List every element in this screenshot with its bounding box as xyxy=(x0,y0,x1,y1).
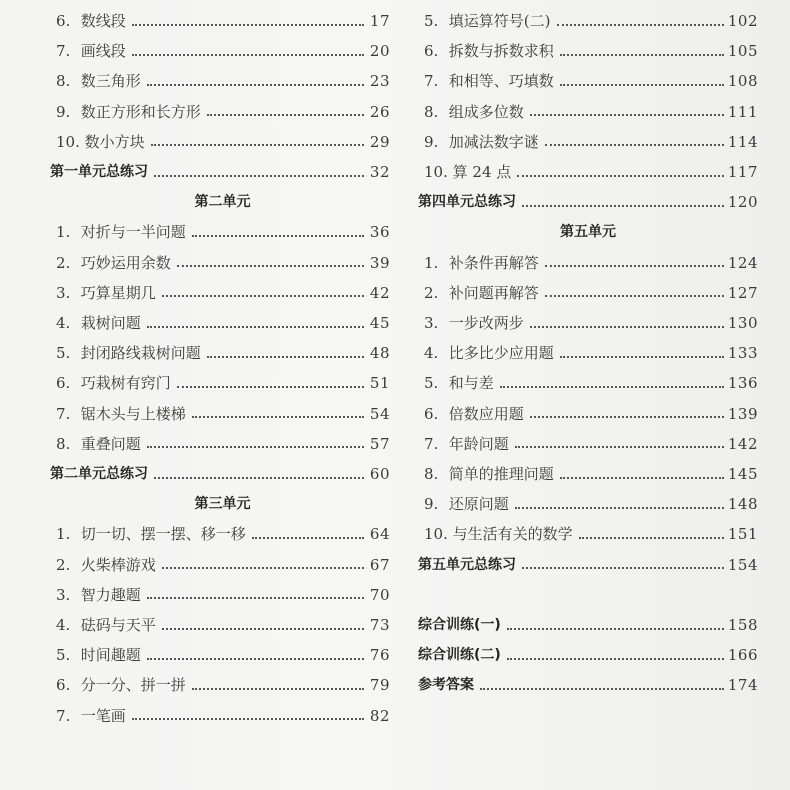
toc-entry[interactable] xyxy=(418,66,758,96)
toc-entry[interactable] xyxy=(50,701,390,731)
toc-entry-number: 6. xyxy=(424,42,439,61)
toc-summary-entry[interactable] xyxy=(418,187,758,217)
toc-entry-title xyxy=(418,157,513,187)
toc-entry-number: 5. xyxy=(424,374,439,393)
toc-page-number: 45 xyxy=(369,314,390,332)
dot-leader xyxy=(162,627,364,630)
dot-leader xyxy=(162,294,364,297)
toc-page-number: 73 xyxy=(369,616,390,634)
toc-page-number: 51 xyxy=(369,374,390,393)
toc-entry-number: 4. xyxy=(424,344,439,363)
toc-page-number: 145 xyxy=(727,465,758,483)
dot-leader xyxy=(560,83,724,86)
toc-entry-title: 第一单元总练习 xyxy=(50,164,148,180)
dot-leader xyxy=(177,385,364,388)
toc-entry-title xyxy=(418,429,511,459)
toc-entry-text: 和相等、巧填数 xyxy=(448,72,554,91)
toc-entry[interactable] xyxy=(418,97,758,127)
toc-page-number: 17 xyxy=(369,12,390,30)
toc-entry-title xyxy=(50,368,173,398)
dot-leader xyxy=(132,53,364,56)
dot-leader xyxy=(207,113,364,116)
toc-entry[interactable] xyxy=(418,308,758,338)
toc-entry-text: 比多比少应用题 xyxy=(448,344,554,363)
toc-entry-text: 和与差 xyxy=(448,374,494,393)
toc-entry[interactable] xyxy=(418,519,758,549)
toc-entry[interactable] xyxy=(418,127,758,157)
toc-entry-text: 巧算星期几 xyxy=(80,283,156,302)
toc-entry-number: 1. xyxy=(424,253,439,272)
toc-entry[interactable] xyxy=(418,157,758,187)
toc-entry-title xyxy=(50,670,188,700)
toc-entry-text: 补条件再解答 xyxy=(448,253,539,272)
toc-entry[interactable] xyxy=(418,338,758,368)
dot-leader xyxy=(147,325,364,328)
toc-entry[interactable] xyxy=(50,610,390,640)
toc-page-number: 36 xyxy=(369,223,390,242)
toc-entry[interactable] xyxy=(50,640,390,670)
toc-entry-number: 5. xyxy=(56,344,71,363)
dot-leader xyxy=(507,627,724,630)
toc-entry[interactable] xyxy=(50,217,390,247)
toc-entry[interactable] xyxy=(418,36,758,66)
toc-entry-text: 算 24 点 xyxy=(452,163,512,181)
toc-entry-number: 2. xyxy=(424,283,439,302)
toc-entry-number: 8. xyxy=(424,102,439,121)
toc-page-number: 60 xyxy=(369,465,390,483)
toc-entry[interactable] xyxy=(418,459,758,489)
toc-page-number: 142 xyxy=(727,434,758,453)
toc-entry-number: 10. xyxy=(424,163,448,181)
unit-heading: 第三单元 xyxy=(194,496,251,513)
toc-page-number: 102 xyxy=(727,12,758,30)
dot-leader xyxy=(480,687,724,690)
toc-entry-text: 还原问题 xyxy=(448,495,509,514)
toc-entry-title xyxy=(418,66,556,96)
dot-leader xyxy=(192,687,364,690)
toc-entry[interactable] xyxy=(50,66,390,96)
dot-leader xyxy=(557,23,724,26)
toc-page-number: 148 xyxy=(727,495,758,514)
toc-entry-title xyxy=(50,278,158,308)
toc-entry-number: 6. xyxy=(56,676,71,695)
toc-entry-title xyxy=(50,308,143,338)
toc-entry-title xyxy=(418,278,541,308)
toc-entry-text: 锯木头与上楼梯 xyxy=(80,404,186,423)
toc-entry-title xyxy=(418,519,575,549)
toc-entry-number: 9. xyxy=(56,102,71,121)
toc-entry-text: 数线段 xyxy=(80,12,126,30)
toc-entry-number: 7. xyxy=(56,404,71,423)
toc-entry-text: 与生活有关的数学 xyxy=(452,525,573,544)
toc-page-number: 76 xyxy=(369,646,390,665)
dot-leader xyxy=(162,566,364,569)
toc-entry-title: 第四单元总练习 xyxy=(418,194,516,211)
toc-entry[interactable] xyxy=(418,489,758,519)
toc-page-number: 174 xyxy=(727,676,758,695)
toc-entry-title: 第五单元总练习 xyxy=(418,556,516,573)
dot-leader xyxy=(147,657,364,660)
toc-entry-number: 10. xyxy=(424,525,448,544)
toc-entry-title: 综合训练(二) xyxy=(418,647,501,664)
toc-entry[interactable] xyxy=(418,368,758,398)
toc-page-number: 133 xyxy=(727,344,758,363)
toc-entry-number: 6. xyxy=(56,374,71,393)
toc-summary-entry[interactable] xyxy=(418,610,758,640)
toc-page-number: 48 xyxy=(369,344,390,363)
toc-entry[interactable] xyxy=(418,6,758,36)
toc-entry-title xyxy=(418,459,556,489)
toc-entry[interactable] xyxy=(50,550,390,580)
toc-entry-title xyxy=(50,97,203,127)
toc-page-number: 124 xyxy=(727,253,758,272)
toc-entry-number: 8. xyxy=(56,72,71,91)
toc-entry-text: 分一分、拼一拼 xyxy=(80,676,186,695)
toc-entry-text: 重叠问题 xyxy=(80,434,141,453)
dot-leader xyxy=(147,83,364,86)
toc-entry-text: 填运算符号(二) xyxy=(448,12,551,30)
toc-entry-text: 画线段 xyxy=(80,42,126,61)
toc-entry-text: 砝码与天平 xyxy=(80,616,156,634)
toc-entry[interactable] xyxy=(50,368,390,398)
toc-entry[interactable] xyxy=(418,429,758,459)
toc-entry-title: 参考答案 xyxy=(418,677,474,694)
toc-entry-number: 4. xyxy=(56,314,71,332)
dot-leader xyxy=(545,294,724,297)
dot-leader xyxy=(522,566,724,569)
toc-entry[interactable] xyxy=(418,399,758,429)
toc-entry-title xyxy=(50,399,188,429)
toc-summary-entry[interactable] xyxy=(50,157,390,187)
toc-entry-number: 3. xyxy=(424,314,439,332)
toc-entry-number: 8. xyxy=(424,465,439,483)
dot-leader xyxy=(177,264,364,267)
toc-summary-entry[interactable] xyxy=(418,640,758,670)
toc-page-number: 23 xyxy=(369,72,390,91)
dot-leader xyxy=(522,204,724,207)
toc-entry-text: 一笔画 xyxy=(80,706,126,725)
dot-leader xyxy=(147,445,364,448)
toc-entry-number: 5. xyxy=(424,12,439,30)
toc-entry-title xyxy=(50,640,143,670)
dot-leader xyxy=(530,113,724,116)
toc-page-number: 105 xyxy=(727,42,758,61)
toc-page-number: 64 xyxy=(369,525,390,544)
toc-entry-number: 3. xyxy=(56,283,71,302)
dot-leader xyxy=(507,657,724,660)
toc-page-number: 79 xyxy=(369,676,390,695)
toc-entry-title xyxy=(50,127,147,157)
dot-leader xyxy=(151,143,364,146)
toc-entry-number: 8. xyxy=(56,434,71,453)
toc-entry-title xyxy=(50,36,128,66)
toc-entry-number: 2. xyxy=(56,253,71,272)
toc-summary-entry[interactable] xyxy=(50,459,390,489)
toc-page-number: 127 xyxy=(727,283,758,302)
toc-page-number: 139 xyxy=(727,404,758,423)
toc-entry[interactable] xyxy=(50,248,390,278)
dot-leader xyxy=(530,325,724,328)
toc-page-number: 39 xyxy=(369,253,390,272)
toc-summary-entry[interactable] xyxy=(418,550,758,580)
toc-page-number: 29 xyxy=(369,132,390,151)
dot-leader xyxy=(147,596,364,599)
toc-entry-number: 9. xyxy=(424,132,439,151)
toc-entry-title xyxy=(418,399,526,429)
toc-entry-text: 补问题再解答 xyxy=(448,283,539,302)
dot-leader xyxy=(252,536,364,539)
toc-entry-text: 年龄问题 xyxy=(448,434,509,453)
toc-entry-title xyxy=(50,248,173,278)
toc-page-number: 20 xyxy=(369,42,390,61)
toc-page-number: 117 xyxy=(727,163,758,181)
toc-entry-number: 7. xyxy=(424,434,439,453)
toc-entry-text: 对折与一半问题 xyxy=(80,223,186,242)
toc-entry-title xyxy=(418,368,496,398)
toc-entry-number: 2. xyxy=(56,555,71,574)
toc-page-number: 82 xyxy=(369,706,390,725)
dot-leader xyxy=(132,23,364,26)
toc-entry-title xyxy=(418,36,556,66)
toc-entry-text: 拆数与拆数求积 xyxy=(448,42,554,61)
toc-page-number: 130 xyxy=(727,314,758,332)
dot-leader xyxy=(154,174,364,177)
toc-entry[interactable] xyxy=(50,127,390,157)
toc-entry-text: 切一切、摆一摆、移一移 xyxy=(80,525,246,544)
toc-entry-number: 6. xyxy=(56,12,71,30)
toc-entry-number: 3. xyxy=(56,585,71,604)
toc-entry-number: 1. xyxy=(56,525,71,544)
toc-page-number: 54 xyxy=(369,404,390,423)
toc-entry-text: 火柴棒游戏 xyxy=(80,555,156,574)
toc-entry-title xyxy=(418,127,541,157)
toc-page-number: 108 xyxy=(727,72,758,91)
toc-entry-number: 7. xyxy=(56,42,71,61)
toc-entry-text: 巧妙运用余数 xyxy=(80,253,171,272)
toc-entry-title xyxy=(418,489,511,519)
toc-page-number: 120 xyxy=(727,193,758,212)
dot-leader xyxy=(515,445,724,448)
toc-entry-title xyxy=(50,6,128,36)
toc-entry-text: 时间趣题 xyxy=(80,646,141,665)
toc-page-number: 158 xyxy=(727,616,758,634)
toc-page-number: 154 xyxy=(727,555,758,574)
toc-page-number: 136 xyxy=(727,374,758,393)
toc-entry-number: 1. xyxy=(56,223,71,242)
toc-page-number: 166 xyxy=(727,646,758,665)
toc-entry[interactable] xyxy=(50,36,390,66)
toc-entry-text: 倍数应用题 xyxy=(448,404,524,423)
toc-entry-title xyxy=(50,217,188,247)
dot-leader xyxy=(560,355,724,358)
toc-entry-title xyxy=(418,308,526,338)
unit-heading: 第五单元 xyxy=(560,224,616,241)
dot-leader xyxy=(515,506,724,509)
toc-entry-text: 栽树问题 xyxy=(80,314,141,332)
toc-entry-number: 7. xyxy=(424,72,439,91)
toc-entry-number: 4. xyxy=(56,616,71,634)
dot-leader xyxy=(560,476,724,479)
toc-entry-text: 组成多位数 xyxy=(448,102,524,121)
toc-entry-title xyxy=(50,338,203,368)
toc-entry-title xyxy=(50,550,158,580)
toc-entry-text: 数小方块 xyxy=(84,132,145,151)
toc-entry-text: 封闭路线栽树问题 xyxy=(80,344,201,363)
unit-heading: 第二单元 xyxy=(194,194,251,211)
dot-leader xyxy=(192,415,364,418)
toc-page-number: 70 xyxy=(369,585,390,604)
toc-entry-text: 数正方形和长方形 xyxy=(80,102,201,121)
toc-entry[interactable] xyxy=(50,580,390,610)
toc-page-number: 111 xyxy=(727,102,758,121)
dot-leader xyxy=(517,174,724,177)
toc-entry-title: 综合训练(一) xyxy=(418,617,501,633)
toc-entry-title xyxy=(50,610,158,640)
toc-page-number: 114 xyxy=(727,132,758,151)
toc-entry-number: 10. xyxy=(56,132,80,151)
dot-leader xyxy=(207,355,364,358)
toc-entry[interactable] xyxy=(50,519,390,549)
toc-entry-title xyxy=(50,519,248,549)
dot-leader xyxy=(560,53,724,56)
dot-leader xyxy=(545,143,724,146)
toc-entry-title xyxy=(50,429,143,459)
toc-summary-entry[interactable] xyxy=(418,670,758,700)
dot-leader xyxy=(530,415,724,418)
toc-page-number: 26 xyxy=(369,102,390,121)
toc-entry-title xyxy=(418,97,526,127)
toc-entry-number: 6. xyxy=(424,404,439,423)
toc-entry-title xyxy=(418,338,556,368)
toc-entry-number: 7. xyxy=(56,706,71,725)
dot-leader xyxy=(545,264,724,267)
toc-entry-title xyxy=(418,6,553,36)
dot-leader xyxy=(154,476,364,479)
toc-entry[interactable] xyxy=(50,338,390,368)
toc-entry-text: 一步改两步 xyxy=(448,314,524,332)
toc-page-number: 67 xyxy=(369,555,390,574)
dot-leader xyxy=(132,717,364,720)
dot-leader xyxy=(500,385,724,388)
toc-entry[interactable] xyxy=(50,278,390,308)
toc-page-number: 42 xyxy=(369,283,390,302)
toc-entry-number: 5. xyxy=(56,646,71,665)
toc-page-number: 57 xyxy=(369,434,390,453)
toc-entry-text: 简单的推理问题 xyxy=(448,465,554,483)
toc-entry-text: 数三角形 xyxy=(80,72,141,91)
toc-entry-title xyxy=(50,66,143,96)
toc-entry-title: 第二单元总练习 xyxy=(50,466,148,482)
toc-page-number: 151 xyxy=(727,525,758,544)
toc-entry[interactable] xyxy=(418,248,758,278)
toc-entry[interactable] xyxy=(50,429,390,459)
toc-entry[interactable] xyxy=(418,278,758,308)
toc-entry-text: 智力趣题 xyxy=(80,585,141,604)
toc-entry[interactable] xyxy=(50,6,390,36)
toc-page-number: 32 xyxy=(369,163,390,181)
toc-entry[interactable] xyxy=(50,308,390,338)
toc-entry-text: 巧栽树有窍门 xyxy=(80,374,171,393)
toc-entry-text: 加减法数字谜 xyxy=(448,132,539,151)
toc-entry-title xyxy=(50,580,143,610)
dot-leader xyxy=(579,536,724,539)
dot-leader xyxy=(192,234,364,237)
toc-entry-title xyxy=(50,701,128,731)
toc-entry-number: 9. xyxy=(424,495,439,514)
toc-entry[interactable] xyxy=(50,97,390,127)
toc-entry[interactable] xyxy=(50,399,390,429)
toc-entry[interactable] xyxy=(50,670,390,700)
toc-entry-title xyxy=(418,248,541,278)
